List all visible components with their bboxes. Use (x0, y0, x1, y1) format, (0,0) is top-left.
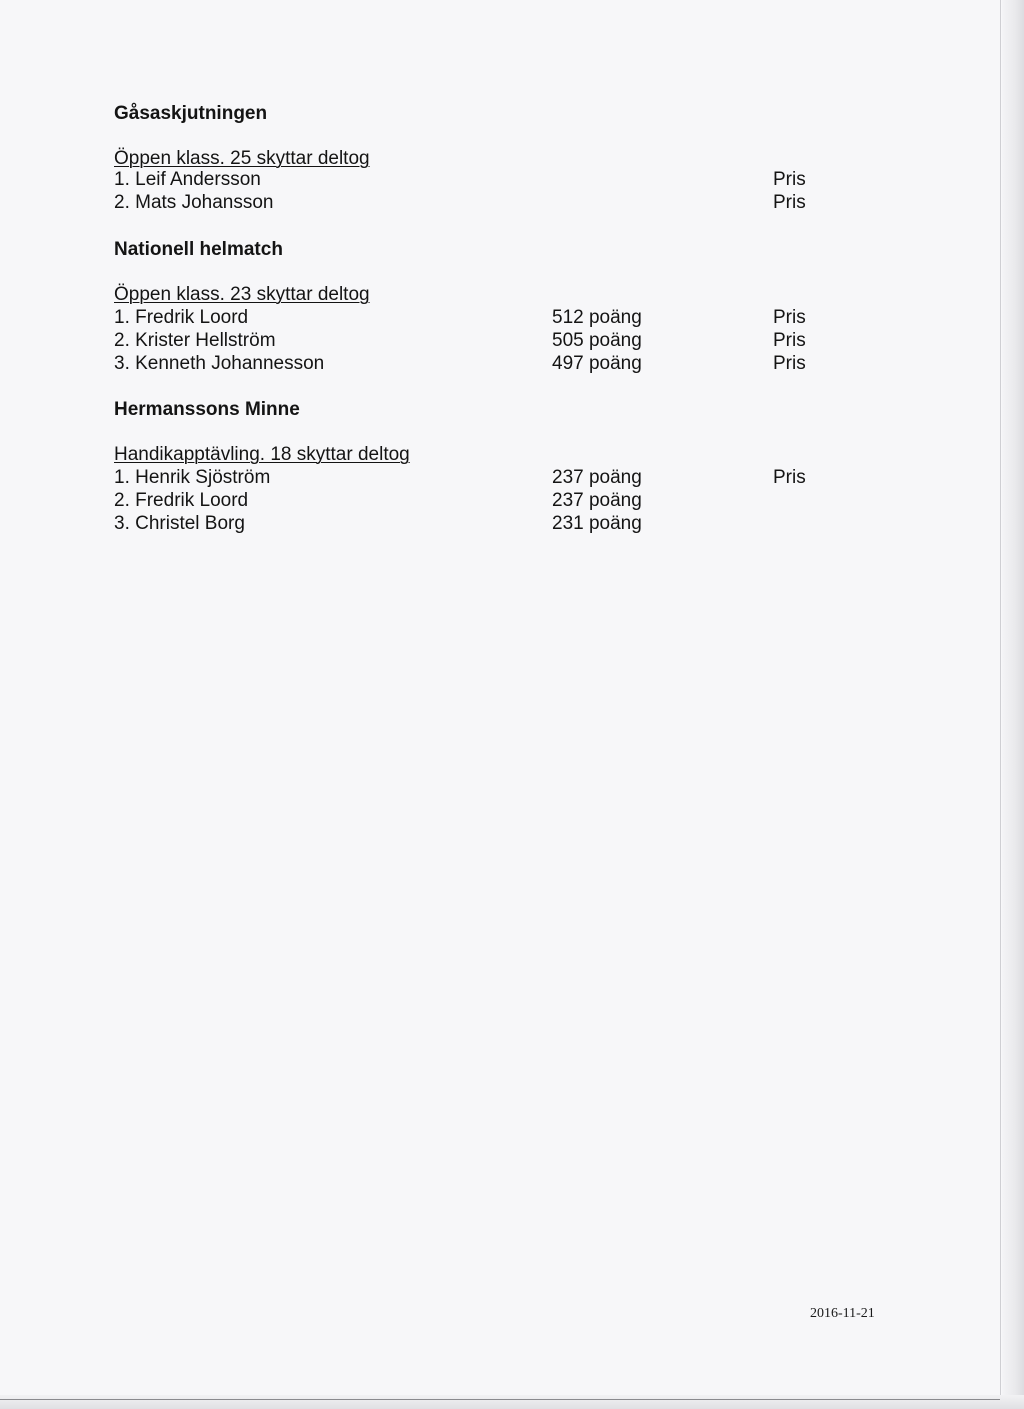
competitor-points: 497 poäng (552, 353, 642, 374)
competitor-name: 1. Henrik Sjöström (114, 467, 271, 488)
result-row (114, 168, 834, 191)
section-title: Gåsaskjutningen (114, 103, 268, 124)
competitor-prize: Pris (773, 353, 806, 374)
competitor-points: 237 poäng (552, 490, 642, 511)
competitor-prize: Pris (773, 330, 806, 351)
result-row (114, 466, 834, 489)
result-row (114, 306, 834, 329)
competitor-name: 2. Krister Hellström (114, 330, 276, 351)
section-title: Nationell helmatch (114, 239, 283, 260)
competitor-prize: Pris (773, 169, 806, 190)
section-nationell-helmatch (114, 238, 834, 375)
section-hermanssons-minne (114, 398, 834, 535)
result-row (114, 191, 834, 214)
section-subtitle: Öppen klass. 25 skyttar deltog (114, 148, 370, 169)
competitor-name: 1. Leif Andersson (114, 169, 261, 190)
scan-edge-right (1002, 0, 1024, 1409)
result-row (114, 352, 834, 375)
competitor-prize: Pris (773, 307, 806, 328)
page-edge-right (1000, 0, 1001, 1400)
section-title: Hermanssons Minne (114, 399, 300, 420)
competitor-prize: Pris (773, 467, 806, 488)
competitor-name: 1. Fredrik Loord (114, 307, 249, 328)
competitor-name: 3. Kenneth Johannesson (114, 353, 325, 374)
section-subtitle: Öppen klass. 23 skyttar deltog (114, 284, 370, 305)
footer-date: 2016-11-21 (810, 1306, 875, 1321)
page-edge-bottom (0, 1399, 1000, 1400)
section-gasaskjutningen (114, 102, 834, 214)
competitor-points: 237 poäng (552, 467, 642, 488)
competitor-points: 505 poäng (552, 330, 642, 351)
result-row (114, 329, 834, 352)
competitor-name: 2. Mats Johansson (114, 192, 274, 213)
competitor-name: 3. Christel Borg (114, 513, 245, 534)
scan-edge-bottom (0, 1395, 1024, 1409)
section-subtitle: Handikapptävling. 18 skyttar deltog (114, 444, 410, 465)
competitor-prize: Pris (773, 192, 806, 213)
result-row (114, 489, 834, 512)
competitor-points: 512 poäng (552, 307, 642, 328)
competitor-points: 231 poäng (552, 513, 642, 534)
competitor-name: 2. Fredrik Loord (114, 490, 249, 511)
result-row (114, 512, 834, 535)
